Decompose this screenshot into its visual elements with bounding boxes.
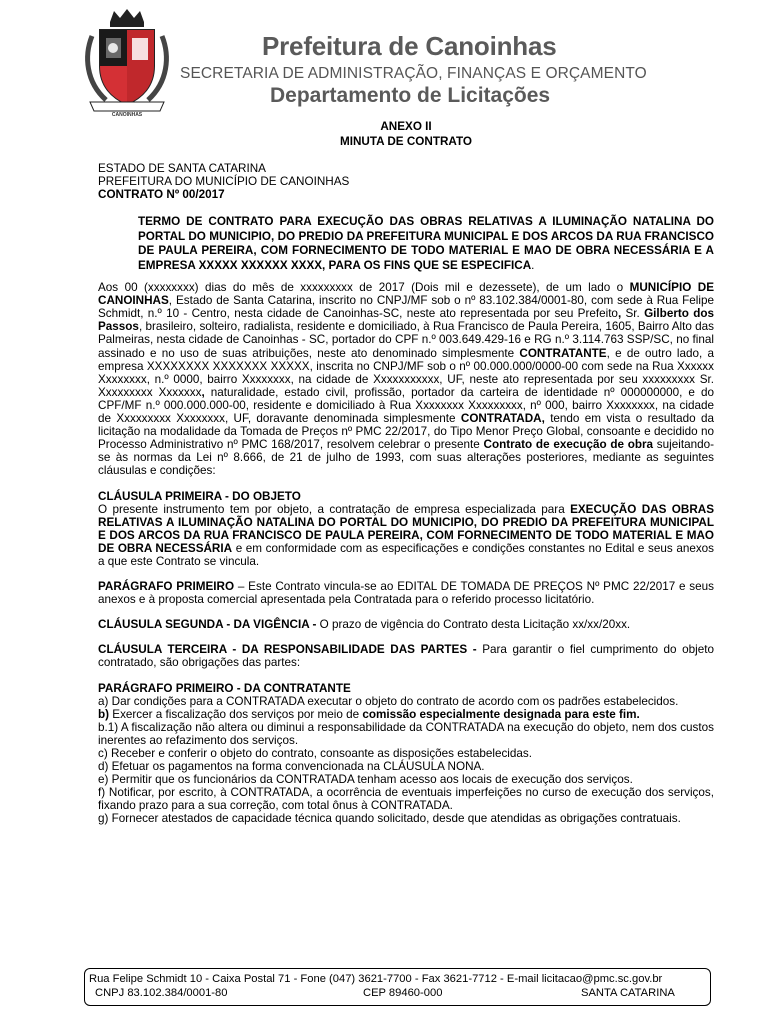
footer-state: SANTA CATARINA	[581, 987, 675, 999]
intro-text: , Estado de Santa Catarina, inscrito no CNPJ/MF sob o nº 83.102.384/0001-80, com sede à Rua Felipe Schmidt, n.º 10 - Centro, nesta cidade de Canoinhas-SC, neste ato representada por seu Prefeito	[98, 294, 714, 321]
intro-text: , brasileiro, solteiro, radialista, residente e domiciliado, à Rua Francisco de Paula Pereira, 1605, Bairro Alto das Palmeiras, nesta cidade de Canoinhas - SC, portador do CPF n.º 003.649.429-16 e RG n.º 3.114.763 SSP/SC, no final assinado e no uso de suas atribuições, neste ato denominado simplesmente	[98, 320, 714, 360]
contract-number: CONTRATO Nº 00/2017	[98, 188, 225, 202]
clause-one-heading: CLÁUSULA PRIMEIRA - DO OBJETO	[98, 489, 301, 503]
intro-text: naturalidade, estado civil, profissão, portador da carteira de identidade nº 000000000, e do CPF/MF n.º 000.000.000-00, residente e domiciliado à Rua Xxxxxxxx Xxxxxxxxx, nº 000, bairro Xxxxxxxx, na cidade de Xxxxxxxxx Xxxxxxxx, UF, doravante denominada simplesmente	[98, 385, 714, 426]
intro-text: sujeitando-se às normas da Lei nº 8.666, de 21 de julho de 1993, com suas alterações posteriores, mediante as seguintes cláusulas e condições:	[98, 438, 714, 478]
obligation-item	[98, 708, 714, 721]
intro-bold: Gilberto dos Passos	[98, 307, 714, 334]
term-title-end: .	[531, 258, 535, 272]
item-label: b)	[98, 707, 110, 721]
obligation-item: g) Fornecer atestados de capacidade técnica quando solicitado, desde que atendidas as obrigações contratuais.	[98, 812, 681, 826]
item-text: Exercer a fiscalização dos serviços por meio de	[109, 707, 363, 721]
intro-text: Aos 00 (xxxxxxxx) dias do mês de xxxxxxxxx de 2017 (Dois mil e dezessete), de um lado o	[98, 281, 630, 295]
obligation-item: d) Efetuar os pagamentos na forma convencionada na CLÁUSULA NONA.	[98, 760, 485, 774]
intro-bold: MUNICÍPIO DE CANOINHAS	[98, 281, 714, 308]
intro-bold: ,	[201, 385, 205, 399]
department-title: Departamento de Licitações	[270, 84, 551, 107]
item-bold: comissão especialmente designada para este fim.	[362, 707, 640, 721]
state-line: ESTADO DE SANTA CATARINA	[98, 162, 266, 176]
contract-intro-paragraph	[98, 281, 714, 477]
clause-one-text	[98, 503, 714, 568]
obligation-item: f) Notificar, por escrito, à CONTRATADA, a ocorrência de eventuais imperfeições no curso de execução dos serviços, fixando prazo para a sua correção, com total ônus à CONTRATADA.	[98, 786, 714, 813]
paragraph-label: PARÁGRAFO PRIMEIRO	[98, 580, 235, 594]
intro-bold: Contrato de execução de obra	[483, 438, 654, 452]
footer-cep: CEP 89460-000	[363, 987, 443, 999]
prefecture-line: PREFEITURA DO MUNICÍPIO DE CANOINHAS	[98, 175, 350, 189]
clause-text: O prazo de vigência do Contrato desta Licitação xx/xx/20xx.	[316, 618, 631, 632]
intro-bold: ,	[617, 307, 622, 321]
clause-label: CLÁUSULA TERCEIRA - DA RESPONSABILIDADE DAS PARTES -	[98, 643, 477, 657]
prefecture-title: Prefeitura de Canoinhas	[262, 31, 557, 61]
obligation-item: b.1) A fiscalização não altera ou diminui a responsabilidade da CONTRATADA na execução do objeto, nem dos custos inerentes ao refazimento dos serviços.	[98, 720, 714, 747]
annex-heading: ANEXO II	[380, 120, 432, 133]
clause-two	[98, 618, 714, 631]
clause-text: Para garantir o fiel cumprimento do objeto contratado, são obrigações das partes:	[98, 643, 714, 670]
intro-bold: CONTRATADA,	[460, 412, 545, 426]
contract-document	[98, 120, 714, 826]
secretariat-subtitle: SECRETARIA DE ADMINISTRAÇÃO, FINANÇAS E ORÇAMENTO	[180, 65, 647, 82]
intro-text: tendo em vista o resultado da licitação na modalidade da Tomada de Preços nº PMC 22/2017, do Tipo Menor Preço Global, consoante e decidido no Processo Administrativo nº PMC 168/2017, resolvem celebrar o presente	[98, 412, 715, 452]
annex-title: MINUTA DE CONTRATO	[339, 135, 472, 149]
contratante-heading: PARÁGRAFO PRIMEIRO - DA CONTRATANTE	[98, 681, 351, 695]
intro-text: Sr.	[621, 307, 645, 321]
clause-three	[98, 643, 714, 669]
paragraph-one	[98, 580, 714, 606]
contract-term-title	[138, 215, 714, 273]
letterhead	[0, 0, 770, 122]
clause-text: O presente instrumento tem por objeto, a contratação de empresa especializada para	[98, 502, 571, 516]
municipal-crest-logo	[80, 8, 174, 120]
intro-text: , e de outro lado, a empresa XXXXXXXX XXXXXXX XXXXX, inscrita no CNPJ/MF sob o nº 00.000.000/0000-00 com sede na Rua Xxxxxx Xxxxxxxx, n.º 0000, bairro Xxxxxxxx, na cidade de Xxxxxxxxxxx, UF, neste ato representada por seu xxxxxxxxx Sr. Xxxxxxxxx Xxxxxxx	[98, 346, 714, 399]
crest-label: CANOINHAS	[111, 112, 143, 118]
clause-label: CLÁUSULA SEGUNDA - DA VIGÊNCIA -	[98, 618, 317, 632]
obligation-item: e) Permitir que os funcionários da CONTRATADA tenham acesso aos locais de execução dos serviços.	[98, 773, 633, 787]
footer-address: Rua Felipe Schmidt 10 - Caixa Postal 71 - Fone (047) 3621-7700 - Fax 3621-7712 - E-mail licitacao@pmc.sc.gov.br	[89, 973, 663, 985]
intro-bold: CONTRATANTE	[519, 346, 607, 360]
obligation-item: a) Dar condições para a CONTRATADA executar o objeto do contrato de acordo com os padrões estabelecidos.	[98, 694, 679, 708]
term-title-text: TERMO DE CONTRATO PARA EXECUÇÃO DAS OBRAS RELATIVAS A ILUMINAÇÃO NATALINA DO PORTAL DO MUNICIPIO, DO PREDIO DA PREFEITURA MUNICIPAL E DOS ARCOS DA RUA FRANCISCO DE PAULA PEREIRA, COM FORNECIMENTO DE TODO MATERIAL E MAO DE OBRA NECESSÁRIA E A EMPRESA XXXXX XXXXXX XXXX, PARA OS FINS QUE SE ESPECIFICA	[138, 215, 714, 272]
clause-text: e em conformidade com as especificações e condições constantes no Edital e seus anexos a que este Contrato se vincula.	[98, 541, 715, 568]
page-footer	[84, 968, 711, 1006]
paragraph-text: – Este Contrato vincula-se ao EDITAL DE TOMADA DE PREÇOS Nº PMC 22/2017 e seus anexos e à proposta comercial apresentada pela Contratada para o referido processo licitatório.	[98, 580, 714, 607]
footer-cnpj: CNPJ 83.102.384/0001-80	[95, 987, 228, 999]
obligation-item: c) Receber e conferir o objeto do contrato, consoante as disposições estabelecidas.	[98, 747, 532, 760]
clause-bold: EXECUÇÃO DAS OBRAS RELATIVAS A ILUMINAÇÃO NATALINA DO PORTAL DO MUNICIPIO, DO PREDIO DA PREFEITURA MUNICIPAL E DOS ARCOS DA RUA FRANCISCO DE PAULA PEREIRA, COM FORNECIMENTO DE TODO MATERIAL E MAO DE OBRA NECESSÁRIA	[98, 502, 715, 555]
